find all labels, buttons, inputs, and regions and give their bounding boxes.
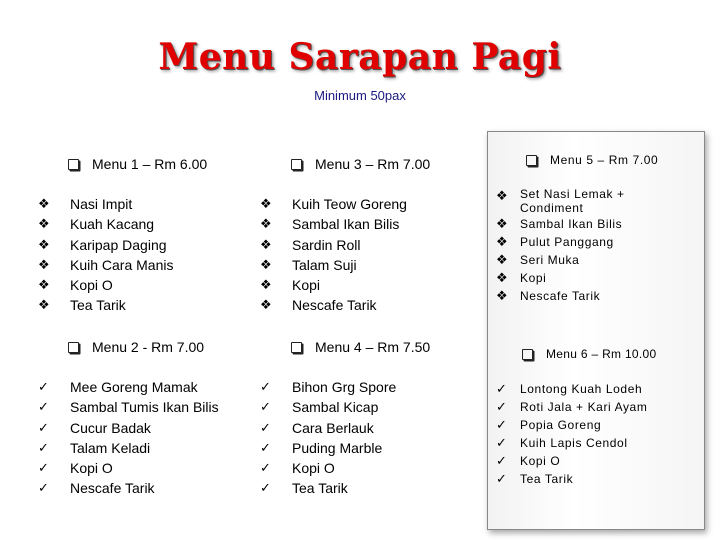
- list-item: ✓ Nescafe Tarik: [38, 478, 219, 498]
- diamond-bullet-icon: ❖: [260, 196, 272, 211]
- menu-3-heading: [291, 154, 430, 174]
- list-item: ❖ Nasi Impit: [38, 194, 174, 214]
- list-item: ✓ Kopi O: [38, 458, 219, 478]
- diamond-bullet-icon: ❖: [496, 234, 509, 249]
- menu-4-heading-text: Menu 4 – Rm 7.50: [315, 339, 431, 355]
- check-bullet-icon: ✓: [496, 453, 508, 468]
- check-bullet-icon: ✓: [38, 460, 49, 476]
- list-item: ❖ Sambal Ikan Bilis: [260, 214, 407, 234]
- list-item: ❖ Set Nasi Lemak + Condiment: [496, 187, 625, 215]
- list-item: ❖ Kopi: [496, 270, 547, 285]
- list-item: ❖ Kuah Kacang: [38, 214, 174, 234]
- list-item: ❖ Sardin Roll: [260, 235, 407, 255]
- menu-6-list: [496, 380, 647, 488]
- menu-6-heading-text: Menu 6 – Rm 10.00: [546, 347, 657, 361]
- list-item: ✓ Roti Jala + Kari Ayam: [496, 399, 648, 414]
- check-bullet-icon: ✓: [38, 419, 49, 435]
- list-item: ✓ Tea Tarik: [260, 478, 396, 498]
- list-item: ✓ Popia Goreng: [496, 417, 602, 432]
- list-item: ✓ Mee Goreng Mamak: [38, 377, 219, 397]
- check-bullet-icon: ✓: [260, 439, 271, 455]
- list-item: ❖ Talam Suji: [260, 255, 407, 275]
- diamond-bullet-icon: ❖: [38, 297, 50, 313]
- list-item: ❖ Kopi O: [38, 275, 174, 295]
- list-item: ✓ Lontong Kuah Lodeh: [496, 381, 643, 396]
- list-item: ❖ Tea Tarik: [38, 295, 174, 315]
- list-item: ❖ Kuih Cara Manis: [38, 255, 174, 275]
- menu-5-heading: [526, 151, 658, 169]
- diamond-bullet-icon: ❖: [260, 216, 272, 232]
- list-item: ❖ Karipap Daging: [38, 235, 174, 255]
- checkbox-bullet-icon: [526, 155, 537, 166]
- menu-1-list: [38, 194, 174, 316]
- menu-5-list: [496, 187, 650, 305]
- check-bullet-icon: ✓: [38, 399, 49, 415]
- list-item: ✓ Bihon Grg Spore: [260, 377, 396, 397]
- diamond-bullet-icon: ❖: [260, 256, 272, 272]
- list-item: ✓ Sambal Kicap: [260, 397, 396, 417]
- list-item: ✓ Cucur Badak: [38, 418, 219, 438]
- check-bullet-icon: ✓: [260, 460, 271, 476]
- checkbox-bullet-icon: [68, 159, 79, 170]
- menu-5-heading-text: Menu 5 – Rm 7.00: [550, 153, 659, 167]
- menu-2-list: [38, 377, 219, 499]
- menu-3-heading-text: Menu 3 – Rm 7.00: [315, 156, 431, 172]
- menu-2-heading: [68, 337, 204, 357]
- checkbox-bullet-icon: [68, 342, 79, 353]
- check-bullet-icon: ✓: [496, 435, 508, 450]
- list-item: ✓ Tea Tarik: [496, 471, 574, 486]
- menu-6-heading: [522, 345, 657, 363]
- checkbox-bullet-icon: [291, 159, 302, 170]
- list-item: ❖ Kopi: [260, 275, 407, 295]
- list-item: ❖ Seri Muka: [496, 252, 580, 267]
- diamond-bullet-icon: ❖: [38, 256, 50, 272]
- check-bullet-icon: ✓: [38, 379, 49, 394]
- diamond-bullet-icon: ❖: [38, 277, 50, 293]
- checkbox-bullet-icon: [291, 342, 302, 353]
- check-bullet-icon: ✓: [260, 399, 271, 415]
- menu-2-heading-text: Menu 2 - Rm 7.00: [92, 339, 205, 355]
- list-item: ❖ Pulut Panggang: [496, 234, 614, 249]
- list-item: ✓ Sambal Tumis Ikan Bilis: [38, 397, 219, 417]
- menu-4-list: [260, 377, 396, 499]
- menu-1-heading: [68, 154, 207, 174]
- list-item: ✓ Talam Keladi: [38, 438, 219, 458]
- list-item: ✓ Kopi O: [496, 453, 561, 468]
- diamond-bullet-icon: ❖: [496, 216, 509, 231]
- list-item: ✓ Puding Marble: [260, 438, 396, 458]
- checkbox-bullet-icon: [522, 349, 533, 360]
- diamond-bullet-icon: ❖: [260, 236, 272, 252]
- diamond-bullet-icon: ❖: [496, 270, 509, 285]
- list-item: ❖ Kuih Teow Goreng: [260, 194, 407, 214]
- menu-4-heading: [291, 337, 430, 357]
- check-bullet-icon: ✓: [38, 480, 49, 496]
- diamond-bullet-icon: ❖: [496, 188, 509, 203]
- list-item: ❖ Nescafe Tarik: [496, 288, 601, 303]
- menu-1-heading-text: Menu 1 – Rm 6.00: [92, 156, 208, 172]
- check-bullet-icon: ✓: [260, 379, 271, 394]
- diamond-bullet-icon: ❖: [496, 252, 509, 267]
- list-item: ❖ Sambal Ikan Bilis: [496, 216, 623, 231]
- diamond-bullet-icon: ❖: [38, 216, 50, 232]
- diamond-bullet-icon: ❖: [38, 236, 50, 252]
- list-item: ✓ Kuih Lapis Cendol: [496, 435, 628, 450]
- check-bullet-icon: ✓: [496, 417, 508, 432]
- diamond-bullet-icon: ❖: [38, 196, 50, 211]
- diamond-bullet-icon: ❖: [260, 297, 272, 313]
- check-bullet-icon: ✓: [38, 439, 49, 455]
- list-item: ✓ Cara Berlauk: [260, 418, 396, 438]
- check-bullet-icon: ✓: [260, 419, 271, 435]
- list-item: ❖ Nescafe Tarik: [260, 295, 407, 315]
- diamond-bullet-icon: ❖: [260, 277, 272, 293]
- menu-3-list: [260, 194, 407, 316]
- page-subtitle: Minimum 50pax: [314, 88, 406, 103]
- diamond-bullet-icon: ❖: [496, 288, 509, 303]
- check-bullet-icon: ✓: [496, 399, 508, 414]
- check-bullet-icon: ✓: [496, 471, 508, 486]
- check-bullet-icon: ✓: [496, 381, 508, 396]
- check-bullet-icon: ✓: [260, 480, 271, 496]
- list-item: ✓ Kopi O: [260, 458, 396, 478]
- page-title: Menu Sarapan Pagi: [158, 36, 562, 78]
